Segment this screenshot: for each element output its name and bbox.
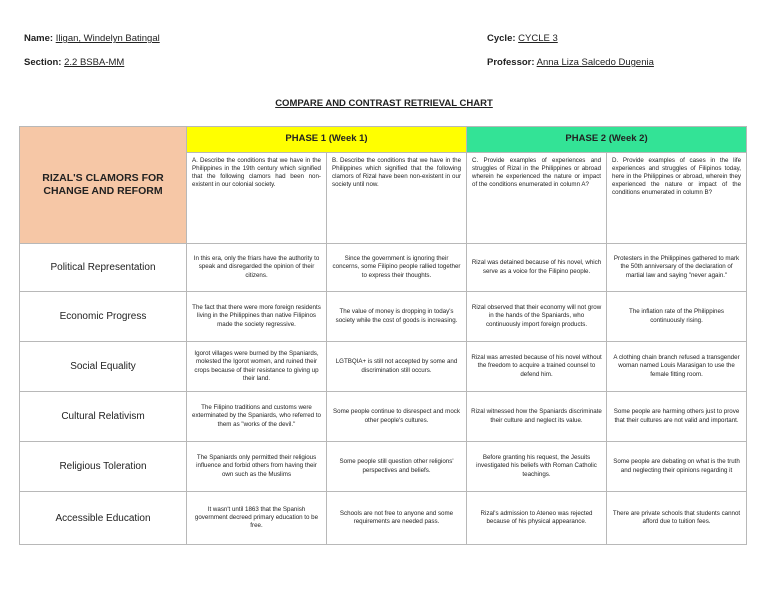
table-cell: A clothing chain branch refused a transgender woman named Louis Marasigan to use the female fitting room. bbox=[607, 342, 747, 392]
column-c-description: C. Provide examples of experiences and struggles of Rizal in the Philippines or abroad wherein he experienced the nature or impact of the conditions enumerated in column A? bbox=[467, 153, 607, 244]
name-value: Iligan, Windelyn Batingal bbox=[55, 33, 160, 44]
student-name bbox=[24, 33, 160, 44]
table-row bbox=[20, 392, 747, 442]
professor bbox=[487, 57, 654, 68]
table-cell: The fact that there were more foreign residents living in the Philippines than native Filipinos made the society regressive. bbox=[187, 292, 327, 342]
table-cell: Some people still question other religions' perspectives and beliefs. bbox=[327, 442, 467, 492]
page-title: COMPARE AND CONTRAST RETRIEVAL CHART bbox=[275, 98, 493, 109]
section-label: Section: bbox=[24, 57, 62, 68]
professor-value: Anna Liza Salcedo Dugenia bbox=[536, 57, 654, 68]
table-cell: The Filipino traditions and customs were exterminated by the Spaniards, who referred to them as "works of the devil." bbox=[187, 392, 327, 442]
table-cell: The Spaniards only permitted their religious influence and forbid others from having their own such as the Muslims bbox=[187, 442, 327, 492]
table-cell: Rizal was arrested because of his novel without the freedom to acquire a trained counsel to defend him. bbox=[467, 342, 607, 392]
section-value: 2.2 BSBA-MM bbox=[64, 57, 125, 68]
name-label: Name: bbox=[24, 33, 54, 44]
table-row bbox=[20, 492, 747, 545]
table-cell: Before granting his request, the Jesuits investigated his beliefs with Roman Catholic teachings. bbox=[467, 442, 607, 492]
row-label: Economic Progress bbox=[20, 292, 187, 342]
table-cell: Rizal witnessed how the Spaniards discriminate their culture and neglect its value. bbox=[467, 392, 607, 442]
row-label: Religious Toleration bbox=[20, 442, 187, 492]
corner-title-cell: RIZAL'S CLAMORS FOR CHANGE AND REFORM bbox=[20, 127, 187, 244]
column-b-description: B. Describe the conditions that we have in the Philippines which signified that the following clamors of Rizal have been non-existent in our society until now. bbox=[327, 153, 467, 244]
student-section bbox=[24, 57, 124, 68]
table-cell: Igorot villages were burned by the Spaniards, molested the Igorot women, and ruined their crops because of their resistance to giving up their land. bbox=[187, 342, 327, 392]
retrieval-chart-table bbox=[19, 126, 747, 545]
table-row bbox=[20, 292, 747, 342]
table-row bbox=[20, 244, 747, 292]
column-a-description: A. Describe the conditions that we have in the Philippines in the 19th century which signified that the following clamors had been non-existent in our colonial society. bbox=[187, 153, 327, 244]
table-cell: The value of money is dropping in today's society while the cost of goods is increasing. bbox=[327, 292, 467, 342]
table-cell: Rizal was detained because of his novel, which serve as a voice for the Filipino people. bbox=[467, 244, 607, 292]
table-row bbox=[20, 442, 747, 492]
phase2-header: PHASE 2 (Week 2) bbox=[467, 127, 747, 153]
cycle-label: Cycle: bbox=[487, 33, 516, 44]
table-cell: Some people are debating on what is the truth and neglecting their opinions regarding it bbox=[607, 442, 747, 492]
table-cell: Rizal's admission to Ateneo was rejected because of his physical appearance. bbox=[467, 492, 607, 545]
table-cell: Some people are harming others just to prove that their cultures are not valid and important. bbox=[607, 392, 747, 442]
table-cell: Some people continue to disrespect and mock other people's cultures. bbox=[327, 392, 467, 442]
table-cell: LGTBQIA+ is still not accepted by some and discrimination still occurs. bbox=[327, 342, 467, 392]
phase-header-row bbox=[20, 127, 747, 153]
table-cell: Schools are not free to anyone and some requirements are needed pass. bbox=[327, 492, 467, 545]
row-label: Social Equality bbox=[20, 342, 187, 392]
row-label: Accessible Education bbox=[20, 492, 187, 545]
table-cell: It wasn't until 1863 that the Spanish government decreed primary education to be free. bbox=[187, 492, 327, 545]
table-cell: Protesters in the Philippines gathered to mark the 50th anniversary of the declaration of martial law and saying "never again." bbox=[607, 244, 747, 292]
table-cell: There are private schools that students cannot afford due to tuition fees. bbox=[607, 492, 747, 545]
row-label: Political Representation bbox=[20, 244, 187, 292]
table-cell: The inflation rate of the Philippines continuously rising. bbox=[607, 292, 747, 342]
professor-label: Professor: bbox=[487, 57, 535, 68]
table-cell: In this era, only the friars have the authority to speak and disregarded the opinion of their citizens. bbox=[187, 244, 327, 292]
phase1-header: PHASE 1 (Week 1) bbox=[187, 127, 467, 153]
row-label: Cultural Relativism bbox=[20, 392, 187, 442]
table-cell: Since the government is ignoring their concerns, some Filipino people rallied together to express their thoughts. bbox=[327, 244, 467, 292]
table-row bbox=[20, 342, 747, 392]
cycle-value: CYCLE 3 bbox=[518, 33, 558, 44]
column-d-description: D. Provide examples of cases in the life experiences and struggles of Filipinos today, here in the Philippines or abroad, wherein they experienced the nature or impact of the conditions enumerated in column B? bbox=[607, 153, 747, 244]
table-cell: Rizal observed that their economy will not grow in the hands of the Spaniards, who continuously import foreign products. bbox=[467, 292, 607, 342]
cycle bbox=[487, 33, 558, 44]
